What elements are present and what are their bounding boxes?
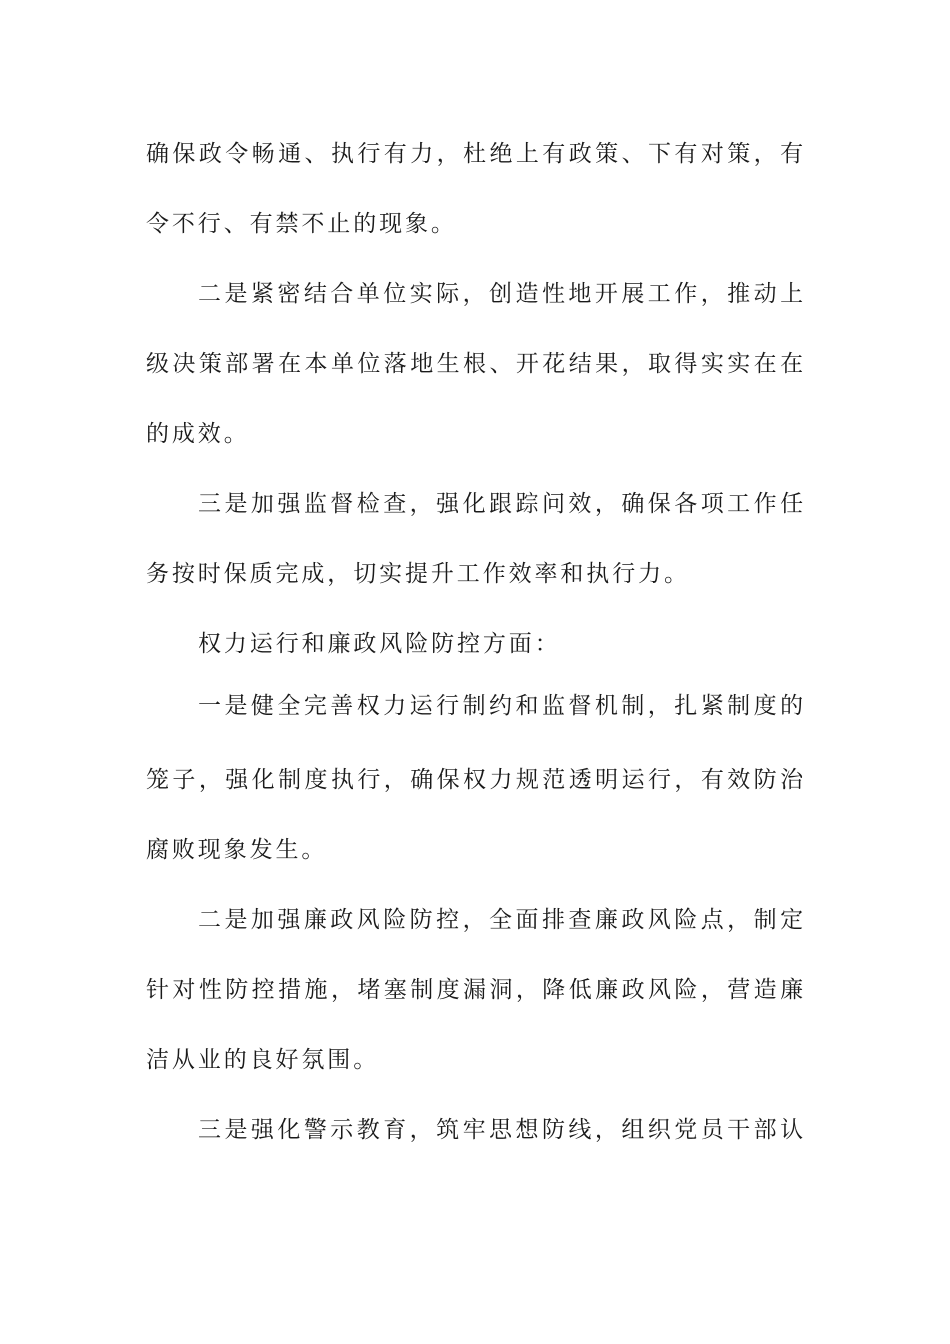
text-line: 三是强化警示教育，筑牢思想防线，组织党员干部认 xyxy=(198,1117,806,1143)
text-line: 级决策部署在本单位落地生根、开花结果，取得实实在在 xyxy=(146,351,806,377)
text-line: 腐败现象发生。 xyxy=(146,837,328,863)
text-line: 确保政令畅通、执行有力，杜绝上有政策、下有对策，有 xyxy=(146,141,806,167)
text-line: 针对性防控措施，堵塞制度漏洞，降低廉政风险，营造廉 xyxy=(146,977,806,1003)
section-heading: 权力运行和廉政风险防控方面： xyxy=(198,631,561,657)
text-line: 的成效。 xyxy=(146,421,250,447)
text-line: 务按时保质完成，切实提升工作效率和执行力。 xyxy=(146,561,690,587)
text-line: 笼子，强化制度执行，确保权力规范透明运行，有效防治 xyxy=(146,767,806,793)
text-line: 一是健全完善权力运行制约和监督机制，扎紧制度的 xyxy=(198,693,806,719)
text-line: 三是加强监督检查，强化跟踪问效，确保各项工作任 xyxy=(198,491,806,517)
text-line: 洁从业的良好氛围。 xyxy=(146,1047,380,1073)
text-line: 令不行、有禁不止的现象。 xyxy=(146,211,457,237)
text-line: 二是紧密结合单位实际，创造性地开展工作，推动上 xyxy=(198,281,806,307)
text-line: 二是加强廉政风险防控，全面排查廉政风险点，制定 xyxy=(198,907,806,933)
